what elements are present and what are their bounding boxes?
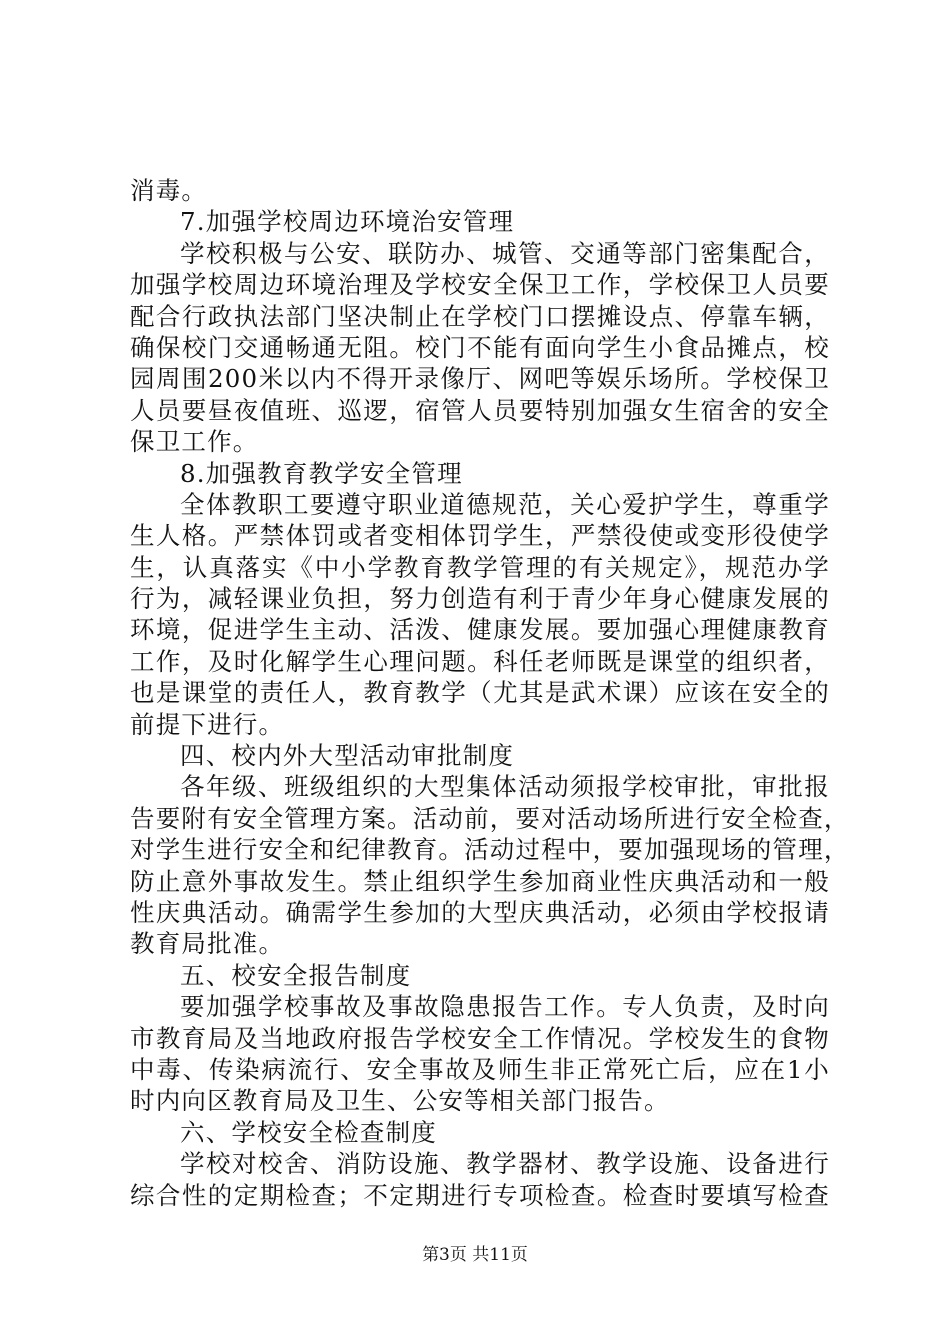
section-heading: 五、校安全报告制度 [180,960,412,990]
paragraph-line: 生，认真落实《中小学教育教学管理的有关规定》，规范办学 [130,552,830,582]
section-heading: 六、学校安全检查制度 [180,1117,437,1147]
paragraph-line: 环境，促进学生主动、活泼、健康发展。要加强心理健康教育 [130,615,830,645]
paragraph-line: 教育局批准。 [130,929,285,959]
paragraph-line: 确保校门交通畅通无阻。校门不能有面向学生小食品摊点，校 [130,332,830,362]
paragraph-line: 保卫工作。 [130,427,259,457]
paragraph-line: 园周围200米以内不得开录像厅、网吧等娱乐场所。学校保卫 [130,364,830,394]
paragraph-line: 学校积极与公安、联防办、城管、交通等部门密集配合， [180,238,830,268]
paragraph-line: 消毒。 [130,176,208,205]
section-heading: 8.加强教育教学安全管理 [180,458,463,488]
paragraph-line: 也是课堂的责任人，教育教学（尤其是武术课）应该在安全的 [130,678,830,708]
paragraph-line: 市教育局及当地政府报告学校安全工作情况。学校发生的食物 [130,1023,830,1053]
paragraph-line: 告要附有安全管理方案。活动前，要对活动场所进行安全检查， [130,803,850,833]
paragraph-line: 对学生进行安全和纪律教育。活动过程中，要加强现场的管理， [130,835,850,865]
section-heading: 7.加强学校周边环境治安管理 [180,207,515,237]
paragraph-line: 配合行政执法部门坚决制止在学校门口摆摊设点、停靠车辆， [130,301,830,331]
paragraph-line: 综合性的定期检查；不定期进行专项检查。检查时要填写检查 [130,1180,830,1210]
paragraph-line: 人员要昼夜值班、巡逻，宿管人员要特别加强女生宿舍的安全 [130,395,830,425]
section-heading: 四、校内外大型活动审批制度 [180,741,515,771]
paragraph-line: 工作，及时化解学生心理问题。科任老师既是课堂的组织者， [130,646,830,676]
document-body [130,175,850,1211]
paragraph-line: 行为，减轻课业负担，努力创造有利于青少年身心健康发展的 [130,584,830,614]
paragraph-line: 各年级、班级组织的大型集体活动须报学校审批，审批报 [180,772,830,802]
paragraph-line: 生人格。严禁体罚或者变相体罚学生，严禁役使或变形役使学 [130,521,830,551]
paragraph-line: 加强学校周边环境治理及学校安全保卫工作，学校保卫人员要 [130,270,830,300]
paragraph-line: 性庆典活动。确需学生参加的大型庆典活动，必须由学校报请 [130,897,830,927]
page-number-footer: 第3页 共11页 [422,1245,528,1265]
paragraph-line: 全体教职工要遵守职业道德规范，关心爱护学生，尊重学 [180,489,830,519]
paragraph-line: 前提下进行。 [130,709,285,739]
paragraph-line: 中毒、传染病流行、安全事故及师生非正常死亡后，应在1小 [130,1054,830,1084]
paragraph-line: 时内向区教育局及卫生、公安等相关部门报告。 [130,1086,670,1116]
paragraph-line: 防止意外事故发生。禁止组织学生参加商业性庆典活动和一般 [130,866,830,896]
paragraph-line: 要加强学校事故及事故隐患报告工作。专人负责，及时向 [180,992,830,1022]
paragraph-line: 学校对校舍、消防设施、教学器材、教学设施、设备进行 [180,1149,830,1179]
